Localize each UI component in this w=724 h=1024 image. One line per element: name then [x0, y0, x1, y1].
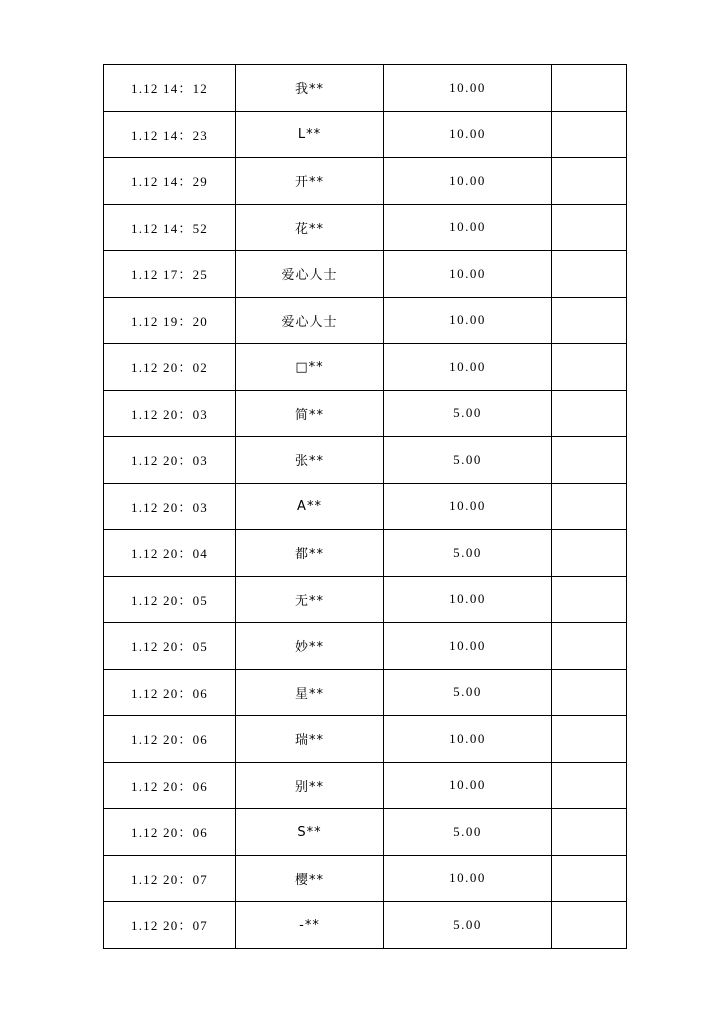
table-row — [104, 855, 627, 902]
cell-amount: 5.00 — [384, 902, 552, 949]
table-row — [104, 390, 627, 437]
cell-amount: 10.00 — [384, 483, 552, 530]
cell-note — [552, 390, 627, 437]
cell-time: 1.12 20：05 — [104, 623, 236, 670]
table-row — [104, 623, 627, 670]
table-row — [104, 530, 627, 577]
cell-time: 1.12 20：03 — [104, 483, 236, 530]
table-row — [104, 111, 627, 158]
cell-amount: 5.00 — [384, 809, 552, 856]
cell-note — [552, 669, 627, 716]
cell-donor: 妙** — [236, 623, 384, 670]
cell-amount: 5.00 — [384, 530, 552, 577]
cell-amount: 10.00 — [384, 762, 552, 809]
cell-amount: 10.00 — [384, 297, 552, 344]
cell-amount: 10.00 — [384, 65, 552, 112]
table-row — [104, 902, 627, 949]
cell-donor: L** — [236, 111, 384, 158]
cell-note — [552, 716, 627, 763]
cell-donor: 开** — [236, 158, 384, 205]
table-row — [104, 669, 627, 716]
cell-donor: 爱心人士 — [236, 251, 384, 298]
cell-amount: 10.00 — [384, 158, 552, 205]
cell-time: 1.12 19：20 — [104, 297, 236, 344]
cell-time: 1.12 17：25 — [104, 251, 236, 298]
cell-note — [552, 65, 627, 112]
cell-amount: 10.00 — [384, 204, 552, 251]
cell-note — [552, 902, 627, 949]
cell-donor: 无** — [236, 576, 384, 623]
cell-note — [552, 437, 627, 484]
table-row — [104, 809, 627, 856]
cell-time: 1.12 20：06 — [104, 716, 236, 763]
table-row — [104, 65, 627, 112]
cell-note — [552, 344, 627, 391]
cell-time: 1.12 20：02 — [104, 344, 236, 391]
cell-donor: 张** — [236, 437, 384, 484]
cell-amount: 10.00 — [384, 623, 552, 670]
cell-amount: 10.00 — [384, 576, 552, 623]
cell-note — [552, 204, 627, 251]
cell-donor: -** — [236, 902, 384, 949]
cell-note — [552, 762, 627, 809]
table-row — [104, 576, 627, 623]
cell-time: 1.12 14：52 — [104, 204, 236, 251]
table-row — [104, 158, 627, 205]
cell-donor: 简** — [236, 390, 384, 437]
donation-table — [103, 64, 627, 949]
cell-amount: 10.00 — [384, 716, 552, 763]
cell-note — [552, 809, 627, 856]
cell-donor: 星** — [236, 669, 384, 716]
cell-donor: □** — [236, 344, 384, 391]
table-row — [104, 204, 627, 251]
cell-time: 1.12 20：06 — [104, 669, 236, 716]
cell-donor: 别** — [236, 762, 384, 809]
cell-time: 1.12 20：04 — [104, 530, 236, 577]
table-row — [104, 437, 627, 484]
cell-donor: 瑞** — [236, 716, 384, 763]
table-row — [104, 297, 627, 344]
cell-time: 1.12 20：03 — [104, 390, 236, 437]
donation-table-body — [104, 65, 627, 949]
cell-amount: 5.00 — [384, 390, 552, 437]
cell-time: 1.12 20：06 — [104, 809, 236, 856]
cell-time: 1.12 20：05 — [104, 576, 236, 623]
cell-time: 1.12 14：23 — [104, 111, 236, 158]
cell-note — [552, 530, 627, 577]
cell-note — [552, 855, 627, 902]
cell-amount: 10.00 — [384, 251, 552, 298]
table-row — [104, 251, 627, 298]
cell-donor: A** — [236, 483, 384, 530]
cell-amount: 5.00 — [384, 437, 552, 484]
cell-amount: 10.00 — [384, 855, 552, 902]
cell-note — [552, 111, 627, 158]
cell-note — [552, 297, 627, 344]
cell-donor: 都** — [236, 530, 384, 577]
cell-note — [552, 576, 627, 623]
cell-time: 1.12 20：03 — [104, 437, 236, 484]
table-row — [104, 716, 627, 763]
cell-donor: 我** — [236, 65, 384, 112]
cell-note — [552, 251, 627, 298]
cell-note — [552, 483, 627, 530]
cell-donor: 樱** — [236, 855, 384, 902]
cell-note — [552, 623, 627, 670]
cell-amount: 10.00 — [384, 111, 552, 158]
cell-note — [552, 158, 627, 205]
donation-table-container — [103, 64, 622, 949]
table-row — [104, 762, 627, 809]
cell-time: 1.12 20：07 — [104, 902, 236, 949]
cell-amount: 5.00 — [384, 669, 552, 716]
cell-donor: S** — [236, 809, 384, 856]
cell-time: 1.12 14：29 — [104, 158, 236, 205]
cell-amount: 10.00 — [384, 344, 552, 391]
cell-donor: 花** — [236, 204, 384, 251]
cell-time: 1.12 14：12 — [104, 65, 236, 112]
table-row — [104, 483, 627, 530]
cell-donor: 爱心人士 — [236, 297, 384, 344]
table-row — [104, 344, 627, 391]
cell-time: 1.12 20：07 — [104, 855, 236, 902]
cell-time: 1.12 20：06 — [104, 762, 236, 809]
